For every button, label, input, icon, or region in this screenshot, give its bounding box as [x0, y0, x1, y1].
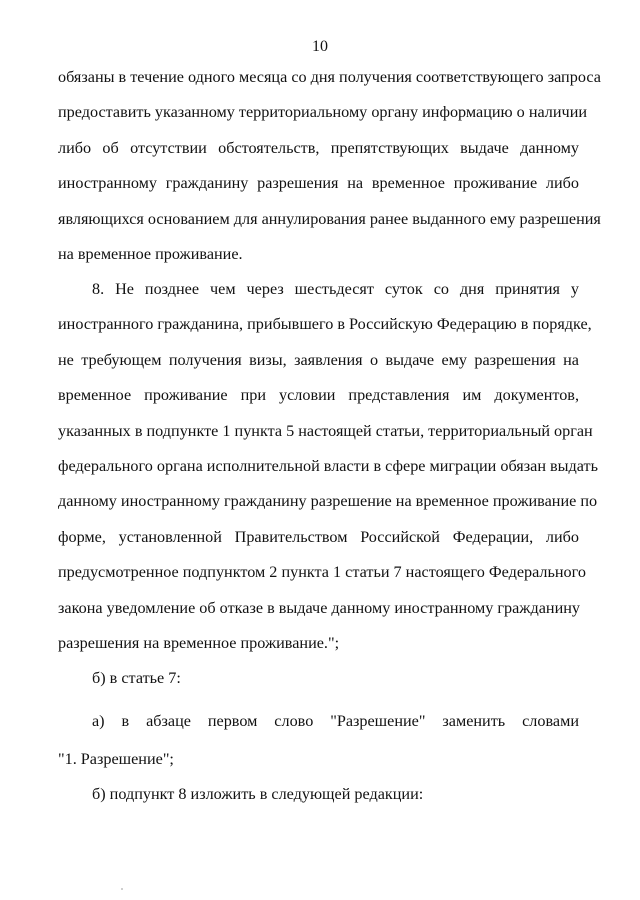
paragraph-line: являющихся основанием для аннулирования ранее выданного ему разрешения	[58, 209, 601, 228]
paragraph-line: указанных в подпункте 1 пункта 5 настоящей статьи, территориальный орган	[58, 421, 593, 440]
paragraph-line: иностранного гражданина, прибывшего в Российскую Федерацию в порядке,	[58, 315, 592, 334]
paragraph-line: не требующем получения визы, заявления о выдаче ему разрешения на	[58, 350, 579, 369]
paragraph-line: данному иностранному гражданину разрешение на временное проживание по	[58, 492, 598, 511]
paragraph-4	[58, 702, 579, 778]
paragraph-5	[58, 775, 579, 813]
paragraph-2	[58, 272, 599, 661]
page-number: 10	[312, 38, 328, 55]
paragraph-1	[58, 60, 601, 272]
paragraph-line: временное проживание при условии представления им документов,	[58, 386, 579, 405]
paragraph-line: "1. Разрешение";	[58, 750, 174, 768]
paragraph-line: предусмотренное подпунктом 2 пункта 1 статьи 7 настоящего Федерального	[58, 563, 586, 582]
paragraph-line: федерального органа исполнительной власти в сфере миграции обязан выдать	[58, 456, 599, 475]
paragraph-3	[58, 659, 579, 697]
paragraph-line: закона уведомление об отказе в выдаче данному иностранному гражданину	[58, 598, 580, 617]
paragraph-line: обязаны в течение одного месяца со дня получения соответствующего запроса	[58, 68, 601, 86]
paragraph-line: б) в статье 7:	[92, 669, 181, 687]
paragraph-line: либо об отсутствии обстоятельств, препятствующих выдаче данному	[58, 138, 579, 157]
paragraph-line: иностранному гражданину разрешения на временное проживание либо	[58, 174, 579, 193]
paragraph-line: разрешения на временное проживание.";	[58, 633, 340, 652]
paragraph-line: б) подпункт 8 изложить в следующей редакции:	[92, 785, 424, 803]
paragraph-line: предоставить указанному территориальному органу информацию о наличии	[58, 103, 588, 122]
scan-speck	[121, 888, 123, 890]
paragraph-line: на временное проживание.	[58, 244, 243, 263]
paragraph-line: 8. Не позднее чем через шестьдесят суток со дня принятия у	[92, 280, 579, 298]
paragraph-line: форме, установленной Правительством Российской Федерации, либо	[58, 527, 579, 546]
paragraph-line: а) в абзаце первом слово "Разрешение" заменить словами	[92, 712, 579, 730]
